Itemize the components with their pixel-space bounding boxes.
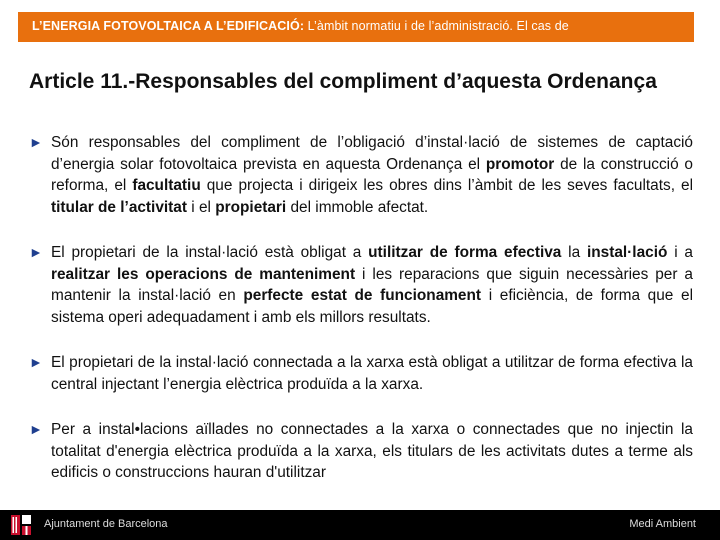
item-bold-text: promotor: [485, 155, 555, 173]
item-text: la: [561, 244, 587, 261]
item-bold-text: instal·lació: [586, 244, 668, 261]
header-title-rest: L’àmbit normatiu i de l’administració. El cas de: [304, 19, 569, 33]
header-title-bold: L’ENERGIA FOTOVOLTAICA A L’EDIFICACIÓ:: [32, 19, 305, 33]
item-text: i les reparacions que siguin necessàries per a mantenir la instal·lació en: [51, 265, 693, 304]
footer-department: Medi Ambient: [629, 518, 696, 530]
item-text: i a: [667, 244, 693, 261]
item-text: i el: [186, 198, 216, 216]
article-title: Article 11.-Responsables del compliment d’aquesta Ordenança: [29, 70, 657, 93]
item-bold-text: perfecte estat de funcionament: [243, 287, 482, 304]
item-text: Són responsables del compliment de l’obligació d’instal·lació de sistemes de captació d’energia solar fotovoltaica prevista en aquesta Ordenança el: [51, 134, 693, 173]
list-item: [29, 132, 693, 218]
item-text: El propietari de la instal·lació connectada a la xarxa està obligat a utilitzar de forma efectiva la central injectant l’energia elèctrica produïda a la xarxa.: [51, 354, 693, 393]
list-item: [29, 419, 693, 484]
item-text: Per a instal•lacions aïllades no connectades a la xarxa o connectades que no injectin la totalitat d'energia elèctrica produïda a la xarxa, els titulars de les activitats dutes a terme als edificis o construccions hauran d'utilitzar: [51, 421, 693, 481]
list-item: [29, 242, 693, 328]
item-text: del immoble afectat.: [286, 198, 429, 216]
item-text: El propietari de la instal·lació està obligat a: [51, 244, 369, 261]
bullet-arrow-icon: ►: [29, 134, 43, 150]
item-bold-text: propietari: [215, 198, 287, 216]
item-text: que projecta i dirigeix les obres dins l’àmbit de les seves facultats, el: [200, 177, 693, 194]
header-title: [32, 19, 569, 33]
header-bar: [18, 12, 694, 42]
item-bold-text: facultatiu: [132, 177, 201, 194]
item-bold-text: titular de l’activitat: [51, 198, 187, 216]
bullet-arrow-icon: ►: [29, 354, 43, 370]
item-bold-text: realitzar les operacions de manteniment: [51, 265, 356, 283]
item-text: i eficiència, de forma que el sistema operi adequadament i amb els millors resultats.: [51, 287, 693, 326]
barcelona-logo-icon: [10, 514, 32, 536]
list-item: [29, 352, 693, 395]
item-bold-text: utilitzar de forma efectiva: [368, 244, 562, 261]
item-text: de la construcció o reforma, el: [51, 155, 693, 194]
article-body: [29, 132, 693, 512]
bullet-arrow-icon: ►: [29, 244, 43, 260]
footer-organization: Ajuntament de Barcelona: [44, 518, 168, 530]
bullet-arrow-icon: ►: [29, 421, 43, 437]
